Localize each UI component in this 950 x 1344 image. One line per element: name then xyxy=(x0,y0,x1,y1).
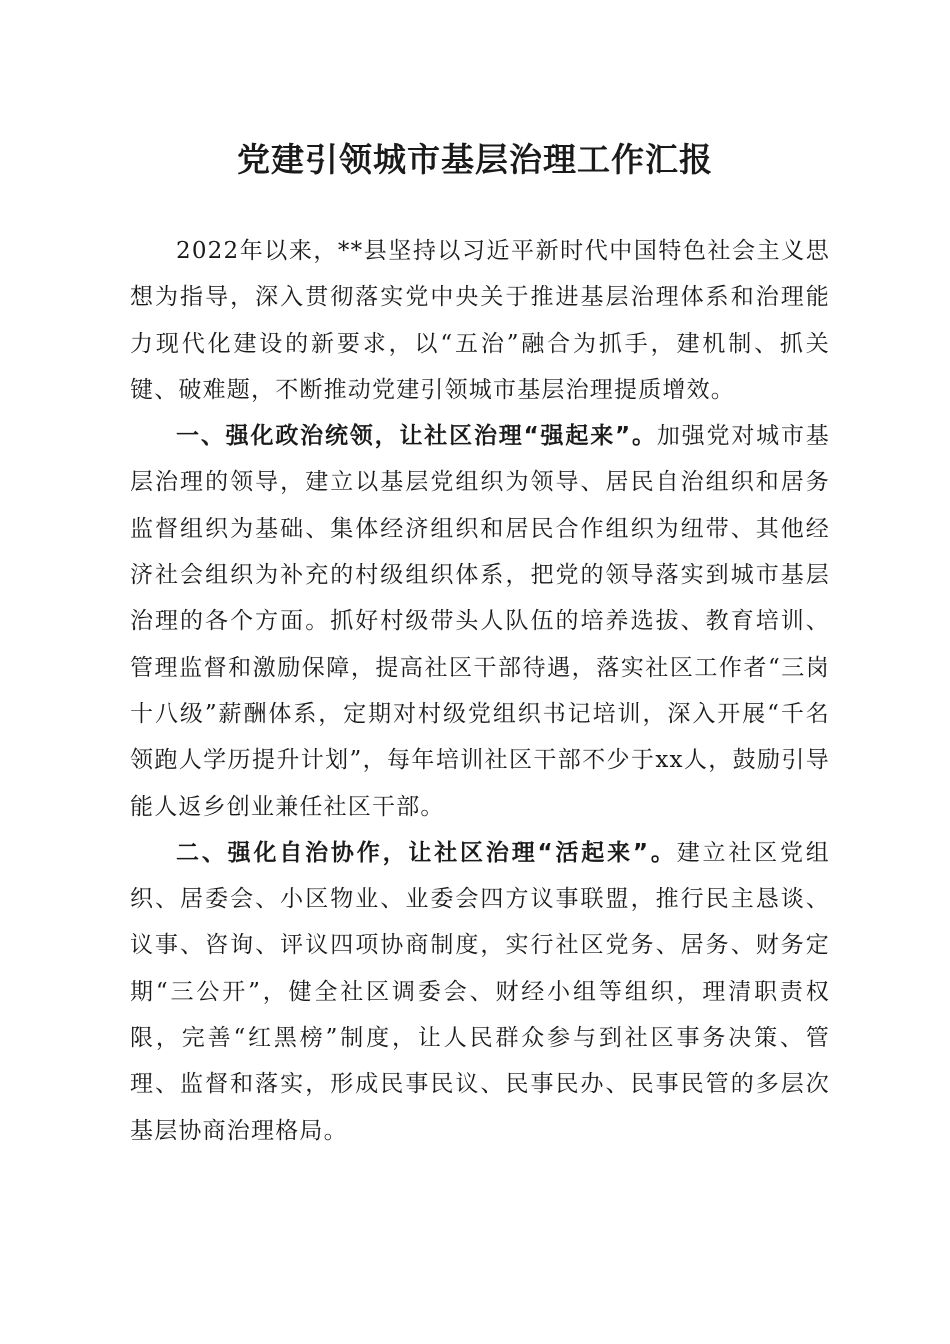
paragraph-section-two xyxy=(130,830,830,1154)
section-heading-two: 二、强化自治协作，让社区治理“活起来”。 xyxy=(176,839,677,866)
paragraph-text: 建立社区党组织、居委会、小区物业、业委会四方议事联盟，推行民主恳谈、议事、咨询、评议四项协商制度，实行社区党务、居务、财务定期“三公开”，健全社区调委会、财经小组等组织，理清职责权限，完善“红黑榜”制度，让人民群众参与到社区事务决策、管理、监督和落实，形成民事民议、民事民办、民事民管的多层次基层协商治理格局。 xyxy=(130,839,831,1144)
document-body xyxy=(130,228,830,1154)
paragraph-intro xyxy=(130,228,830,413)
paragraph-section-one xyxy=(130,413,830,830)
paragraph-text: 加强党对城市基层治理的领导，建立以基层党组织为领导、居民自治组织和居务监督组织为基础、集体经济组织和居民合作组织为纽带、其他经济社会组织为补充的村级组织体系，把党的领导落实到城市基层治理的各个方面。抓好村级带头人队伍的培养选拔、教育培训、管理监督和激励保障，提高社区干部待遇，落实社区工作者“三岗十八级”薪酬体系，定期对村级党组织书记培训，深入开展“千名领跑人学历提升计划”，每年培训社区干部不少于xx人，鼓励引导能人返乡创业兼任社区干部。 xyxy=(130,423,831,820)
section-heading-one: 一、强化政治统领，让社区治理“强起来”。 xyxy=(176,423,657,450)
paragraph-text: 2022年以来，**县坚持以习近平新时代中国特色社会主义思想为指导，深入贯彻落实党中央关于推进基层治理体系和治理能力现代化建设的新要求，以“五治”融合为抓手，建机制、抓关键、破难题，不断推动党建引领城市基层治理提质增效。 xyxy=(130,238,830,403)
document-title: 党建引领城市基层治理工作汇报 xyxy=(237,140,713,179)
